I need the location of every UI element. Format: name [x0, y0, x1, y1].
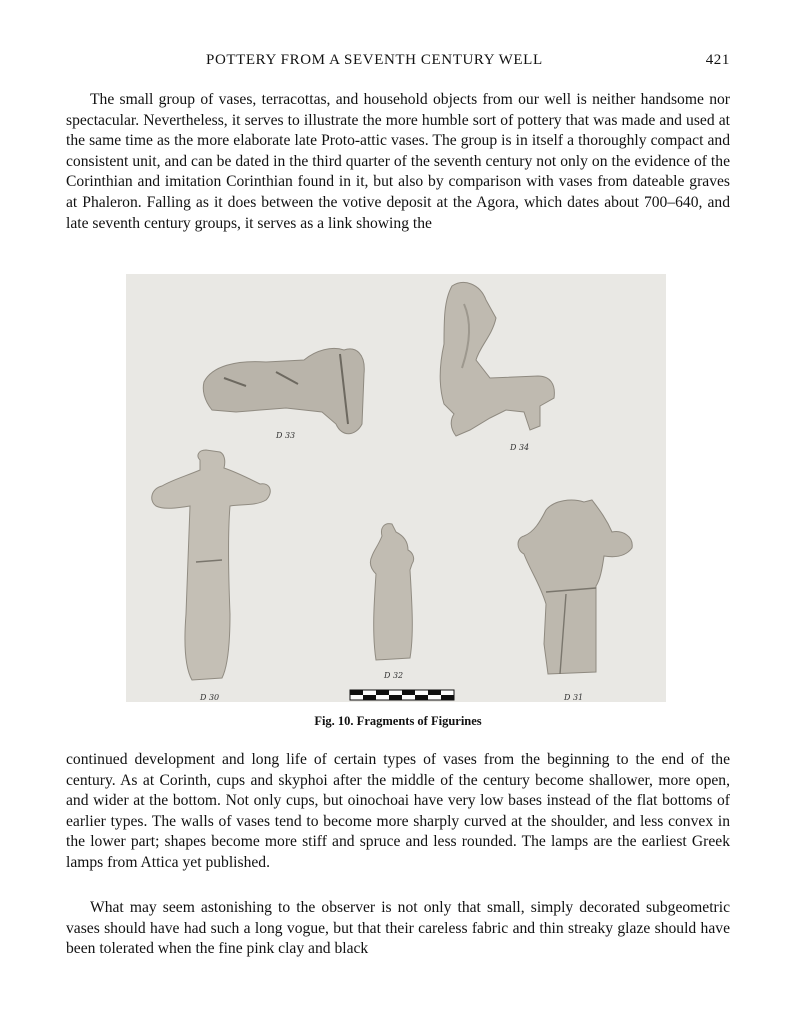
label-d32: D 32 [384, 671, 404, 680]
running-header [66, 52, 730, 76]
figurine-fragment-d33 [203, 348, 364, 433]
figure-caption: Fig. 10. Fragments of Figurines [314, 714, 482, 728]
paragraph-1: The small group of vases, terracottas, and household objects from our well is neither handsome nor spectacular. Nevertheless, it serves to illustrate the more humble sort of pottery that was made and used at the same time as the more elaborate late Proto-attic vases. The group is in itself a thoroughly compact and consistent unit, and can be dated in the third quarter of the seventh century not only on the evidence of the Corinthian and imitation Corinthian found in it, but also by comparison with vases from dateable graves at Phaleron. Falling as it does between the votive deposit at the Agora, which dates about 700–640, and late seventh century groups, it serves as a link showing the [66, 91, 730, 232]
page-number: 421 [705, 52, 730, 68]
figurine-d32 [370, 524, 413, 660]
label-d34: D 34 [510, 443, 530, 452]
figurine-d31 [518, 500, 632, 674]
figurine-d30 [152, 450, 271, 680]
scale-bar [350, 690, 454, 700]
paragraph-3: What may seem astonishing to the observer is not only that small, simply decorated subgeometric vases should have had such a long vogue, but that their careless fabric and thin streaky glaze should have been tolerated when the fine pink clay and black [66, 899, 730, 958]
running-title: POTTERY FROM A SEVENTH CENTURY WELL [206, 52, 543, 68]
label-d30: D 30 [200, 693, 220, 702]
figure-photograph [126, 274, 666, 702]
figurine-fragment-d34 [440, 282, 554, 436]
paragraph-2: continued development and long life of certain types of vases from the beginning to the end of the century. As at Corinth, cups and skyphoi after the middle of the century become shallower, more open, and wider at the bottom. Not only cups, but oinochoai have very low bases instead of the flat bottoms of earlier types. The walls of vases tend to become more sharply curved at the shoulder, and less convex in the lower part; shapes become more stiff and spruce and less rounded. The lamps are the earliest Greek lamps from Attica yet published. [66, 751, 730, 871]
label-d33: D 33 [276, 431, 296, 440]
label-d31: D 31 [564, 693, 584, 702]
